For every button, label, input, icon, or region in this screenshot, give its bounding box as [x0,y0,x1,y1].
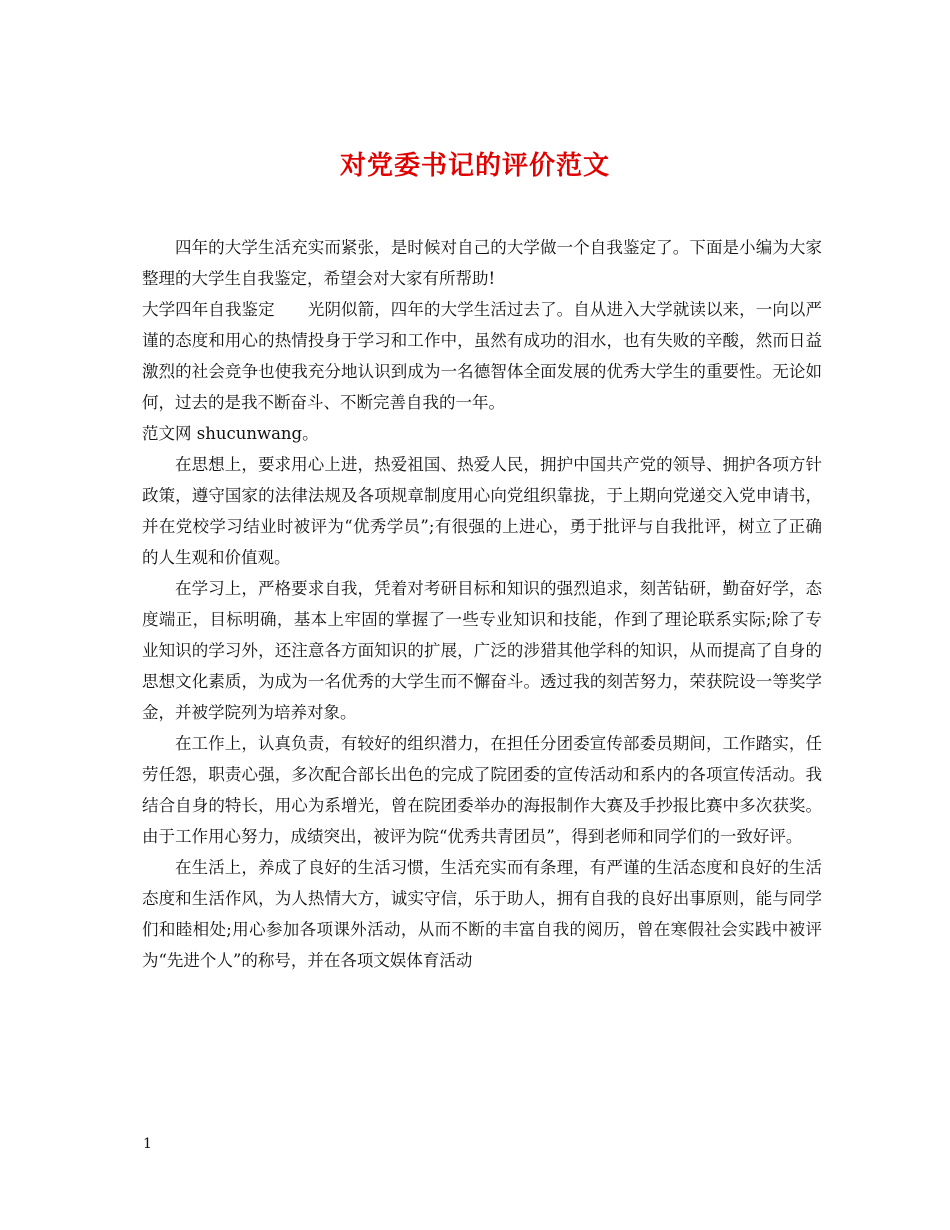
document-body [142,232,822,976]
document-title: 对党委书记的评价范文 [339,151,610,182]
paragraph-life: 在生活上，养成了良好的生活习惯，生活充实而有条理，有严谨的生活态度和良好的生活态度和生活作风，为人热情大方，诚实守信，乐于助人，拥有自我的良好出事原则，能与同学们和睦相处;用心参加各项课外活动，从而不断的丰富自我的阅历，曾在寒假社会实践中被评为“先进个人”的称号，并在各项文娱体育活动 [142,858,822,970]
paragraph-work: 在工作上，认真负责，有较好的组织潜力，在担任分团委宣传部委员期间，工作踏实，任劳任怨，职责心强，多次配合部长出色的完成了院团委的宣传活动和系内的各项宣传活动。我结合自身的特长，用心为系增光，曾在院团委举办的海报制作大赛及手抄报比赛中多次获奖。由于工作用心努力，成绩突出，被评为院“优秀共青团员”，得到老师和同学们的一致好评。 [142,734,822,846]
paragraph-self-assessment: 大学四年自我鉴定 光阴似箭，四年的大学生活过去了。自从进入大学就读以来，一向以严谨的态度和用心的热情投身于学习和工作中，虽然有成功的泪水，也有失败的辛酸，然而日益激烈的社会竞争也使我充分地认识到成为一名德智体全面发展的优秀大学生的重要性。无论如何，过去的是我不断奋斗、不断完善自我的一年。 [142,300,822,412]
paragraph-source-note: 范文网 shucunwang。 [142,424,319,443]
paragraph-ideology: 在思想上，要求用心上进，热爱祖国、热爱人民，拥护中国共产党的领导、拥护各项方针政策，遵守国家的法律法规及各项规章制度用心向党组织靠拢，于上期向党递交入党申请书，并在党校学习结业时被评为“优秀学员”;有很强的上进心，勇于批评与自我批评，树立了正确的人生观和价值观。 [142,455,822,567]
paragraph-study: 在学习上，严格要求自我，凭着对考研目标和知识的强烈追求，刻苦钻研，勤奋好学，态度端正，目标明确，基本上牢固的掌握了一些专业知识和技能，作到了理论联系实际;除了专业知识的学习外，还注意各方面知识的扩展，广泛的涉猎其他学科的知识，从而提高了自身的思想文化素质，为成为一名优秀的大学生而不懈奋斗。透过我的刻苦努力，荣获院设一等奖学金，并被学院列为培养对象。 [142,579,822,722]
page-number: 1 [143,1136,152,1152]
paragraph-intro: 四年的大学生活充实而紧张，是时候对自己的大学做一个自我鉴定了。下面是小编为大家整理的大学生自我鉴定，希望会对大家有所帮助! [142,238,822,288]
